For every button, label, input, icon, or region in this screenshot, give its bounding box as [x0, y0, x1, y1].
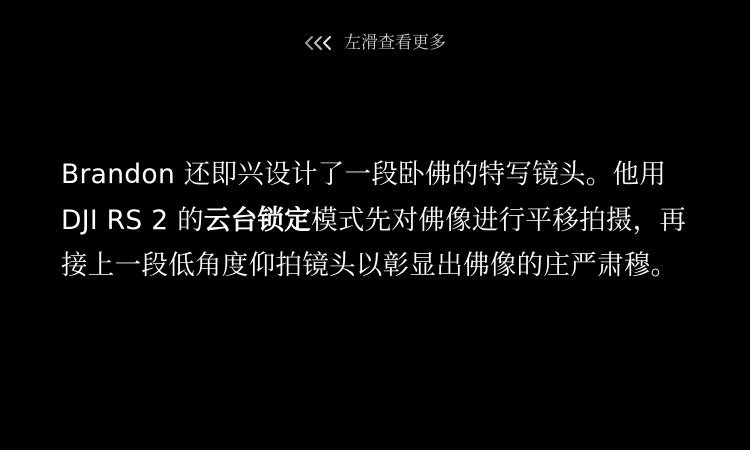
caption-text-part2: 模式先对佛像进行平移拍摄，再接上一段低角度仰拍镜头以彰显出佛像的庄严肃穆。 — [61, 204, 687, 281]
caption-text-part1: Brandon 还即兴设计了一段卧佛的特写镜头。他用 DJI RS 2 的 — [61, 159, 667, 236]
swipe-hint-text: 左滑查看更多 — [344, 33, 446, 53]
caption-highlight: 云台锁定 — [203, 204, 312, 236]
caption-paragraph — [61, 152, 691, 289]
swipe-hint — [0, 31, 750, 55]
triple-chevron-left-icon — [304, 31, 334, 55]
